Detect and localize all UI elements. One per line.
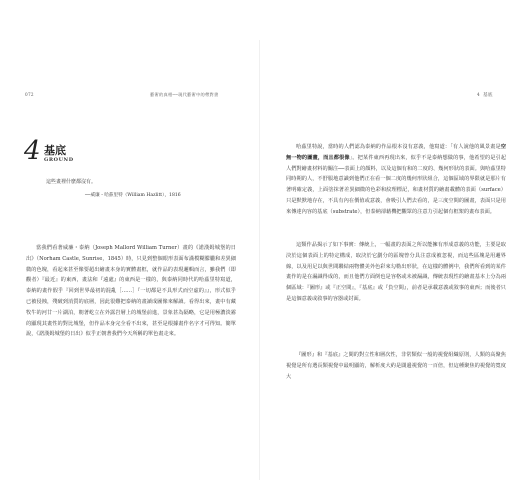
chapter-title-english: GROUND [44,157,74,163]
book-gutter [259,40,260,480]
paragraph-text: 當我們看著威廉・泰納（Joseph Mallord William Turner）畫的《諾漢姆城堡的日出》（Norham Castle, Sunrise，1845）時，只見到整個眼形表面布滿模糊朦朧和差異細微的色塊，看起來甚至像要超出繪畫本身的實體畫框，就作品的表現邏輯而言，雖我們（即觀者）『最近』的東西，畫法和『遠處』的東西是一樣的，與泰納同時代的哈茲里特寫道，泰納的畫作假乎『回到世界最初的混亂［……］『一切都是不具形式而空虛的』』，形式似乎已被侵蝕，殘破到消質的底層，因此很難把泰納的畫讀成圖像來解讀。看得出來，畫中有藏牧牛的河廿一片湖泊，朝著屹立在外露岩層上的城堡前進，景象甚為隔略，它是用極濃淡霧的顯現其畫性的對比城堡，但作品本身完全看不出來，甚至是根據畫作名字才可得知。簡單說，《諾漢姆城堡的日出》似乎正朝著我們今天所稱的單色畫走來。 [26,245,236,338]
right-page [262,0,520,500]
body-paragraph [26,243,236,340]
running-head: 基底 [483,93,493,98]
body-paragraph [286,240,506,305]
paragraph-text [286,142,506,218]
paragraph-text: 『圖形』和『基底』之間的對立性和層次性，非常類似一般的視覺組織原則，人類的高聚焦視覺是所有選長類視覺中最明顯的，解析度大約是闊邊視覺的一百倍，但這種聚焦的視覺的寬度大 [286,352,506,380]
chapter-title: 基底 [44,144,66,157]
epigraph-quote: 這些畫裡什麼都沒有。 [46,179,97,185]
highlighted-quote: 空無一物的圖畫，而且都很像 [286,144,506,161]
page-number: 4 [477,92,480,97]
page-number: 072 [25,92,34,97]
running-head: 藝術的真相──現代藝術中的帶對書 [150,92,219,97]
body-paragraph [286,350,506,382]
epigraph-attribution: ──威廉・哈茲里特（William Hazlitt），1816 [85,193,181,198]
chapter-number: 4 [24,136,41,166]
paragraph-text-end: 」。把某件東西再現出來，似乎不是泰納想做的事，他希望的是引起人們對繪畫材料的關注──表面上的顏料，以及這個有和的二度的、幾何形狀的表面。與哈茲里特同時期的人，不舒服地意識到他們正在看一個二度的幾何形狀組合，這個區域的界限就是那片有著明確定義，上面塗抹著差異細微的色彩和紋理標記，和畫材質的繪畫載體的表面（surface）只是默默地存在，不具有內在價值或意義，會吸引人們去看的，是三度空間的圖畫，表面只是用來傳達內容的基底（substrate），但泰納卻藉機把觀眾的注意力引起個有框架的畫布表面。 [286,154,506,215]
paragraph-text-start: 哈茲里特說，當時的人們認為泰納的作品根本沒有意義，他寫道：「有人說他的風景畫是 [296,144,501,150]
body-paragraph [286,142,506,218]
left-page [0,0,258,500]
paragraph-text: 這類作品揭示了如下事實：傳統上，一幅畫的表面之所以能擁有形成意義的功能，主要是取決於這個表面上的特定構成，取決於它劃分的區塊曾分具注意成被忽視，而這些區塊是用邏界線，以及用足以與世間聯結兩物體美外色彩來勾勒出形狀，在這樣的體例中，我們所看到的某件畫作的是在漏識得成的，而且他們方面倒也是容格或未被漏識，傳統表現性的繪畫基本上分為兩個區域：『圖形』或『正空間』，『基底』或『負空間』，前者是承載意義或敘事的東西；而後者只是這個意義或敘事的容器或封面。 [286,242,506,302]
